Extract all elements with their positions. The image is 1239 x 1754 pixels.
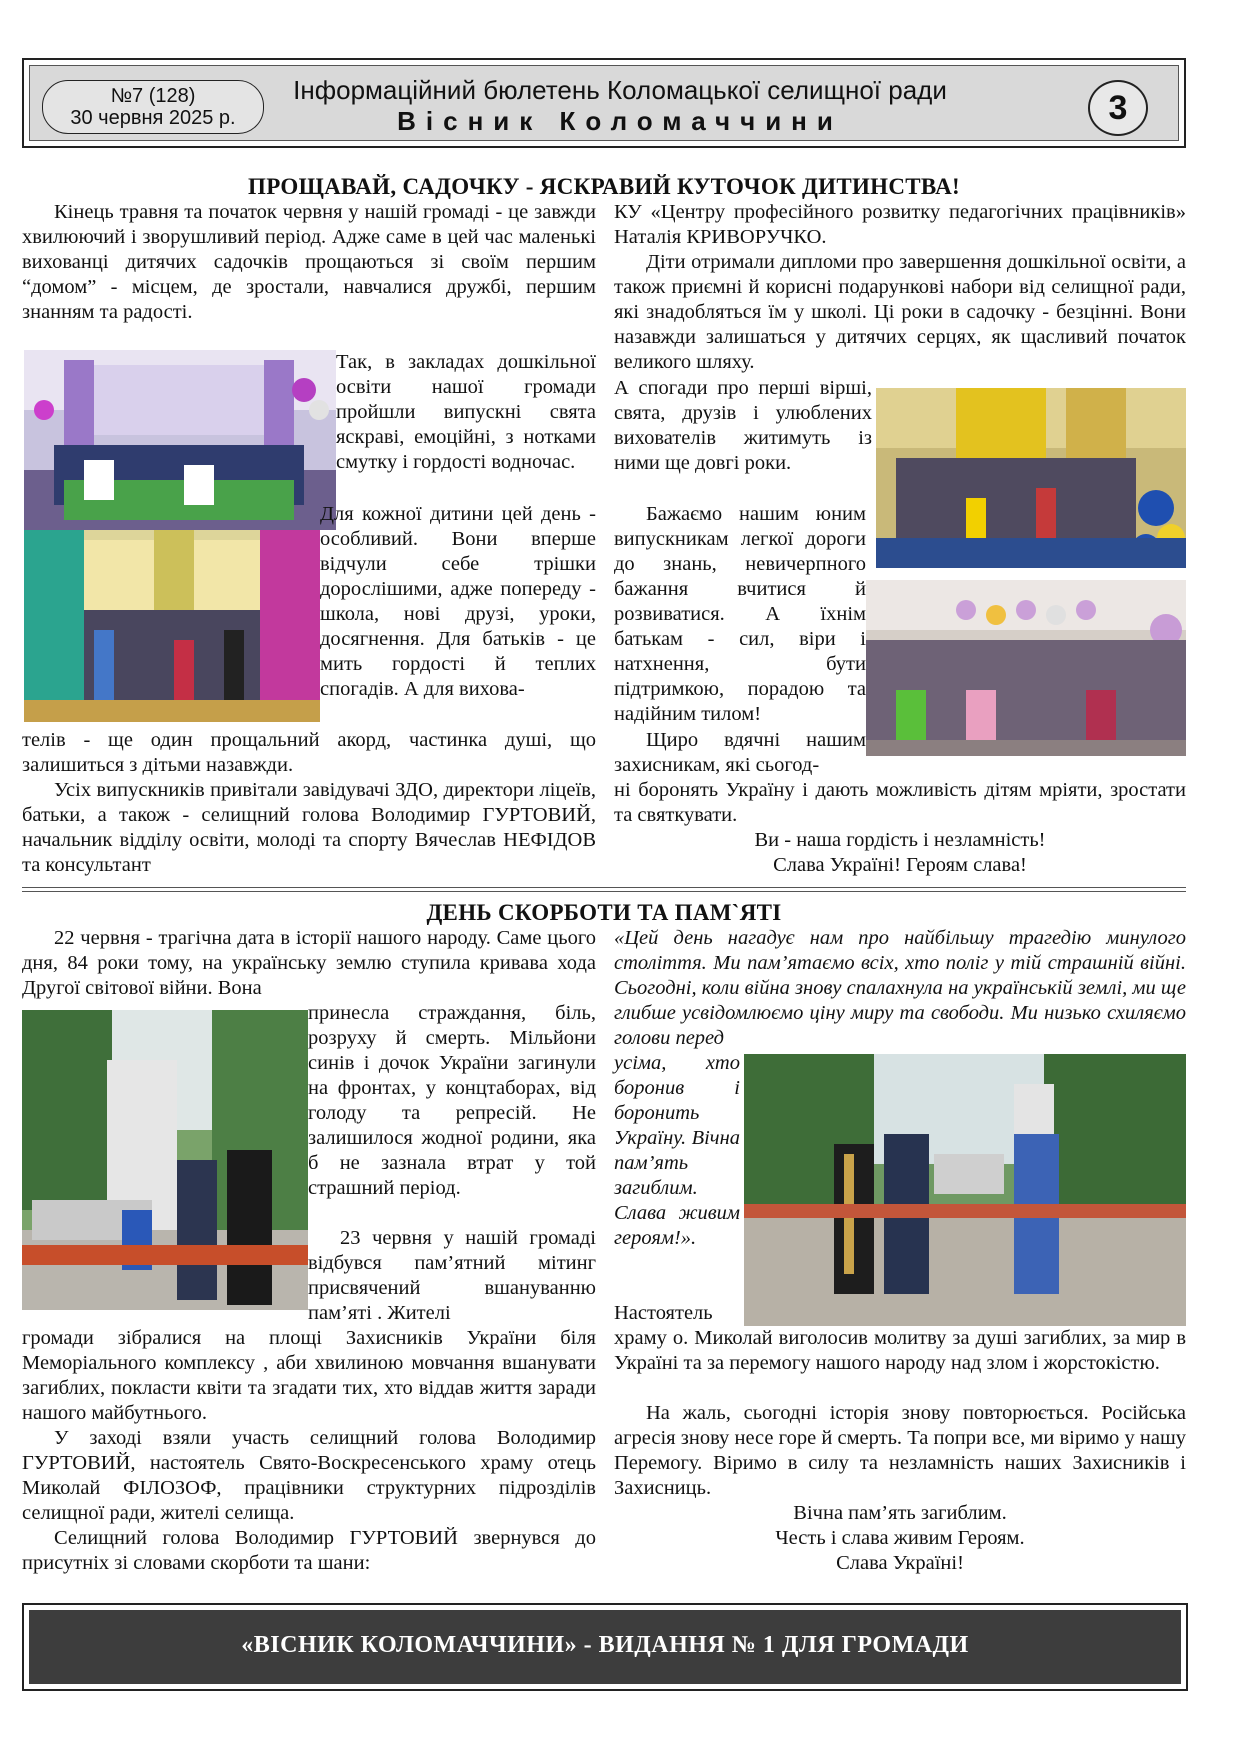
article1-right-top2: Діти отримали дипломи про завершення дошкільної освіти, а також приємні й корисні подарункові набори від селищної ради, які знадобляться їм у школі. Ці роки в садочку - безцінні. Вони назавжди залишаться у дитячих серцях, як щасливий початок великого шляху. [614, 251, 1186, 373]
article1-closing-2: Слава Україні! Героям слава! [773, 854, 1027, 876]
kindergarten-photo-1 [24, 350, 336, 530]
article1-right-wrap2: Бажаємо нашим юним випускникам легкої дороги до знань, невичерпного бажання вчитися й розвиватися. А їхнім батькам - сил, віри і натхнення, бути підтримкою, порадою та надійним тилом! [614, 503, 866, 725]
article2-headline: ДЕНЬ СКОРБОТИ ТА ПАМ`ЯТІ [426, 900, 782, 925]
article1-left-wrap1: Так, в закладах дошкільної освіти нашої громади пройшли випускні свята яскраві, емоційні, з нотками смутку і гордості водночас. [336, 351, 596, 473]
issue-badge [42, 80, 264, 134]
article2-left-bottom1: громади зібралися на площі Захисників України біля Меморіального комплексу , аби хвилиною мовчання вшанувати загиблих, покласти квіти та згадати тих, хто віддав життя заради нашого майбутнього. [22, 1327, 596, 1424]
bulletin-title: Інформаційний бюлетень Коломацької селищної ради [293, 75, 947, 105]
memorial-photo-1 [22, 1010, 308, 1310]
article1-right-bottom1: ні боронять Україну і дають можливість дітям мріяти, зростати та святкувати. [614, 779, 1186, 826]
article2-left-bottom2: У заході взяли участь селищний голова Володимир ГУРТОВИЙ, настоятель Свято-Воскресенського храму отець Миколай ФІЛОЗОФ, працівники структурних підрозділів селищної ради, жителі селища. [22, 1427, 596, 1524]
issue-date: 30 червня 2025 р. [70, 107, 236, 129]
article2-right-bottom2: На жаль, сьогодні історія знову повторюється. Російська агресія знову несе горе й смерть. Та попри все, ми віримо у нашу Перемогу. Віримо в силу та незламність наших Захисників і Захисниць. [614, 1402, 1186, 1499]
article2-quote-top: «Цей день нагадує нам про найбільшу трагедію минулого століття. Ми пам’ятаємо всіх, хто поліг у тій страшній війні. Сьогодні, коли війна знову спалахнула на українській землі, ми ще глибше усвідомлюємо ціну миру та свободи. Ми низько схиляємо голови перед [614, 927, 1186, 1049]
article2-closing-3: Слава Україні! [836, 1552, 964, 1574]
article2-quote-wrap: усіма, хто боронив і боронить Україну. Вічна пам’ять загиблим. Слава живим героям!». [614, 1052, 740, 1249]
article2-left-top: 22 червня - трагічна дата в історії нашого народу. Саме цього дня, 84 роки тому, на українську землю ступила кривава хода Другої світової війни. Вона [22, 927, 596, 999]
section-divider [22, 887, 1186, 892]
page-number: 3 [1088, 80, 1148, 136]
article2-closing-1: Вічна пам’ять загиблим. [793, 1502, 1007, 1524]
article2-closing-2: Честь і слава живим Героям. [775, 1527, 1025, 1549]
article2-left-wrap1: принесла страждання, біль, розруху й смерть. Мільйони синів і дочок України загинули на фронтах, у концтаборах, від голоду та репресій. Не залишилося жодної родини, яка б не зазнала втрат у той страшний період. [308, 1002, 596, 1199]
memorial-photo-2 [744, 1054, 1186, 1326]
kindergarten-photo-3 [876, 388, 1186, 568]
article2-right-bottom1: храму о. Миколай виголосив молитву за душі загиблих, за мир в Україні та за перемогу нашого народу над злом і жорстокістю. [614, 1327, 1186, 1374]
masthead-panel [29, 65, 1179, 141]
kindergarten-photo-2 [24, 530, 320, 722]
footer-slogan: «ВІСНИК КОЛОМАЧЧИНИ» - ВИДАННЯ № 1 ДЛЯ ГРОМАДИ [29, 1610, 1181, 1684]
article2-right-wrap: Настоятель [614, 1302, 713, 1324]
article1-right-top1: КУ «Центру професійного розвитку педагогічних працівників» Наталія КРИВОРУЧКО. [614, 201, 1186, 248]
article2-left-bottom3: Селищний голова Володимир ГУРТОВИЙ звернувся до присутніх зі словами скорботи та шани: [22, 1527, 596, 1574]
issue-number: №7 (128) [110, 85, 196, 107]
kindergarten-photo-4 [866, 580, 1186, 756]
bulletin-subtitle: Вісник Коломаччини [397, 106, 843, 136]
masthead [22, 58, 1186, 148]
article1-headline: ПРОЩАВАЙ, САДОЧКУ - ЯСКРАВИЙ КУТОЧОК ДИТИНСТВА! [248, 174, 960, 199]
article1-right-wrap3: Щиро вдячні нашим захисникам, які сьогод- [614, 729, 866, 776]
article1-left-wrap2: Для кожної дитини цей день - особливий. Вони вперше відчули себе трішки дорослішими, адже попереду - школа, нові друзі, уроки, досягнення. Для батьків - це мить гордості й теплих спогадів. А для вихова- [320, 503, 596, 700]
footer-banner [22, 1603, 1188, 1691]
article1-left-top: Кінець травня та початок червня у нашій громаді - це завжди хвилюючий і зворушливий період. Адже саме в цей час маленькі вихованці дитячих садочків прощаються зі своїм першим “домом” - місцем, де зростали, навчалися дружбі, першим знанням та радості. [22, 201, 596, 323]
article1-right-wrap1: А спогади про перші вірші, свята, друзів і улюблених вихователів житимуть із ними ще довгі роки. [614, 377, 872, 474]
article1-left-bottom2: Усіх випускників привітали завідувачі ЗДО, директори ліцеїв, батьки, а також - селищний голова Володимир ГУРТОВИЙ, начальник відділу освіти, молоді та спорту Вячеслав НЕФІДОВ та консультант [22, 779, 596, 876]
article1-closing-1: Ви - наша гордість і незламність! [754, 829, 1046, 851]
article1-left-bottom1: телів - ще один прощальний акорд, частинка душі, що залишиться з дітьми назавжди. [22, 729, 596, 776]
article2-left-wrap2: 23 червня у нашій громаді відбувся пам’ятний мітинг присвячений вшануванню пам’яті . Жителі [308, 1227, 596, 1324]
